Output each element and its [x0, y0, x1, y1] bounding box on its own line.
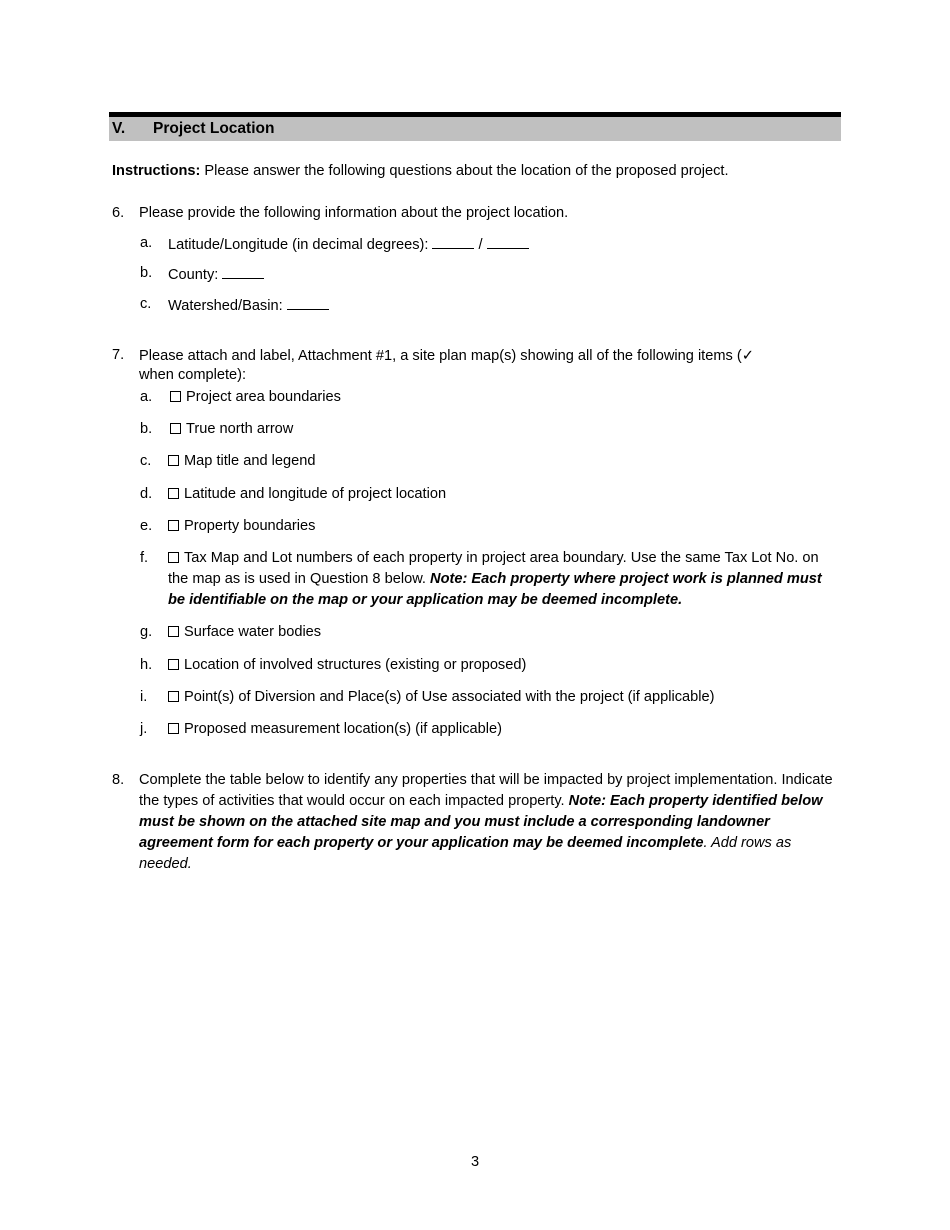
q6-number: 6.	[112, 205, 125, 221]
q7-text-line2: when complete):	[139, 367, 247, 383]
checkbox[interactable]	[168, 552, 179, 563]
instructions-text: Please answer the following questions about the location of the proposed project.	[200, 163, 729, 179]
q7-item-letter: h.	[140, 657, 153, 673]
checkbox[interactable]	[168, 520, 179, 531]
checklist-item-property-boundaries	[168, 518, 315, 534]
q8-number: 8.	[112, 772, 125, 788]
checkbox[interactable]	[170, 423, 181, 434]
lat-long-label: Latitude/Longitude (in decimal degrees):	[168, 237, 433, 253]
checkbox[interactable]	[168, 691, 179, 702]
q6-text: Please provide the following information about the project location.	[139, 205, 569, 221]
checkbox[interactable]	[168, 455, 179, 466]
q6-item-letter: b.	[140, 265, 153, 281]
instructions	[112, 163, 729, 179]
checkbox[interactable]	[168, 626, 179, 637]
q8-tail: . Add rows as needed.	[139, 835, 792, 872]
q6-item-letter: c.	[140, 296, 152, 312]
q8-note: Note: Each property identified below must be shown on the attached site map and you must include a corresponding landowner agreement form for each property or your application may be deemed incomplete	[139, 793, 823, 851]
q6-item-letter: a.	[140, 235, 153, 251]
latitude-field[interactable]	[432, 235, 474, 249]
checklist-label: Latitude and longitude of project location	[184, 486, 447, 502]
checkbox[interactable]	[168, 488, 179, 499]
q7-item-letter: a.	[140, 389, 153, 405]
section-title: Project Location	[153, 120, 275, 137]
q7-item-letter: d.	[140, 486, 153, 502]
page-number: 3	[470, 1154, 480, 1170]
q7-item-letter: b.	[140, 421, 153, 437]
q7-text-line1: Please attach and label, Attachment #1, a site plan map(s) showing all of the following items (✓	[139, 348, 754, 364]
q6-item-watershed	[168, 296, 329, 314]
checklist-label: Tax Map and Lot numbers of each property in project area boundary. Use the same Tax Lot No. on the map as is used in Question 8 below.	[168, 550, 819, 587]
checklist-item-project-area	[170, 389, 341, 405]
checkbox[interactable]	[170, 391, 181, 402]
q7-number: 7.	[112, 347, 125, 363]
q6-item-county	[168, 265, 264, 283]
checklist-item-diversion	[168, 689, 714, 705]
q7-item-letter: e.	[140, 518, 153, 534]
section-number: V.	[112, 120, 126, 137]
checklist-label: Proposed measurement location(s) (if applicable)	[184, 721, 502, 737]
q7-item-letter: g.	[140, 624, 153, 640]
checkbox[interactable]	[168, 723, 179, 734]
checklist-item-lat-long	[168, 486, 446, 502]
checklist-label: Location of involved structures (existing or proposed)	[184, 657, 527, 673]
checkbox[interactable]	[168, 659, 179, 670]
q8-text-block	[139, 770, 834, 875]
checklist-item-map-title	[168, 453, 315, 469]
longitude-field[interactable]	[487, 235, 529, 249]
q7-item-letter: i.	[140, 689, 148, 705]
instructions-label: Instructions:	[112, 163, 201, 179]
county-label: County:	[168, 267, 223, 283]
checklist-item-structures	[168, 657, 526, 673]
checklist-label: Project area boundaries	[186, 389, 341, 405]
watershed-label: Watershed/Basin:	[168, 298, 287, 314]
checklist-label: True north arrow	[186, 421, 294, 437]
checklist-label: Surface water bodies	[184, 624, 322, 640]
q7-item-letter: c.	[140, 453, 152, 469]
checklist-item-tax-map	[168, 548, 828, 611]
watershed-field[interactable]	[287, 296, 329, 310]
checklist-label: Map title and legend	[184, 453, 316, 469]
checklist-item-north-arrow	[170, 421, 293, 437]
checklist-label: Property boundaries	[184, 518, 316, 534]
lat-long-separator: /	[474, 237, 487, 253]
q7-item-letter: j.	[140, 721, 148, 737]
checklist-item-surface-water	[168, 624, 321, 640]
q6-item-lat-long	[168, 235, 529, 253]
checklist-item-measurement	[168, 721, 502, 737]
q7-item-letter: f.	[140, 550, 149, 566]
tax-map-note: Note: Each property where project work is planned must be identifiable on the map or your application may be deemed incomplete.	[168, 571, 822, 608]
county-field[interactable]	[222, 265, 264, 279]
checklist-label: Point(s) of Diversion and Place(s) of Use associated with the project (if applicable)	[184, 689, 715, 705]
q8-text: Complete the table below to identify any properties that will be impacted by project implementation. Indicate the types of activities that would occur on each impacted property.	[139, 772, 833, 809]
